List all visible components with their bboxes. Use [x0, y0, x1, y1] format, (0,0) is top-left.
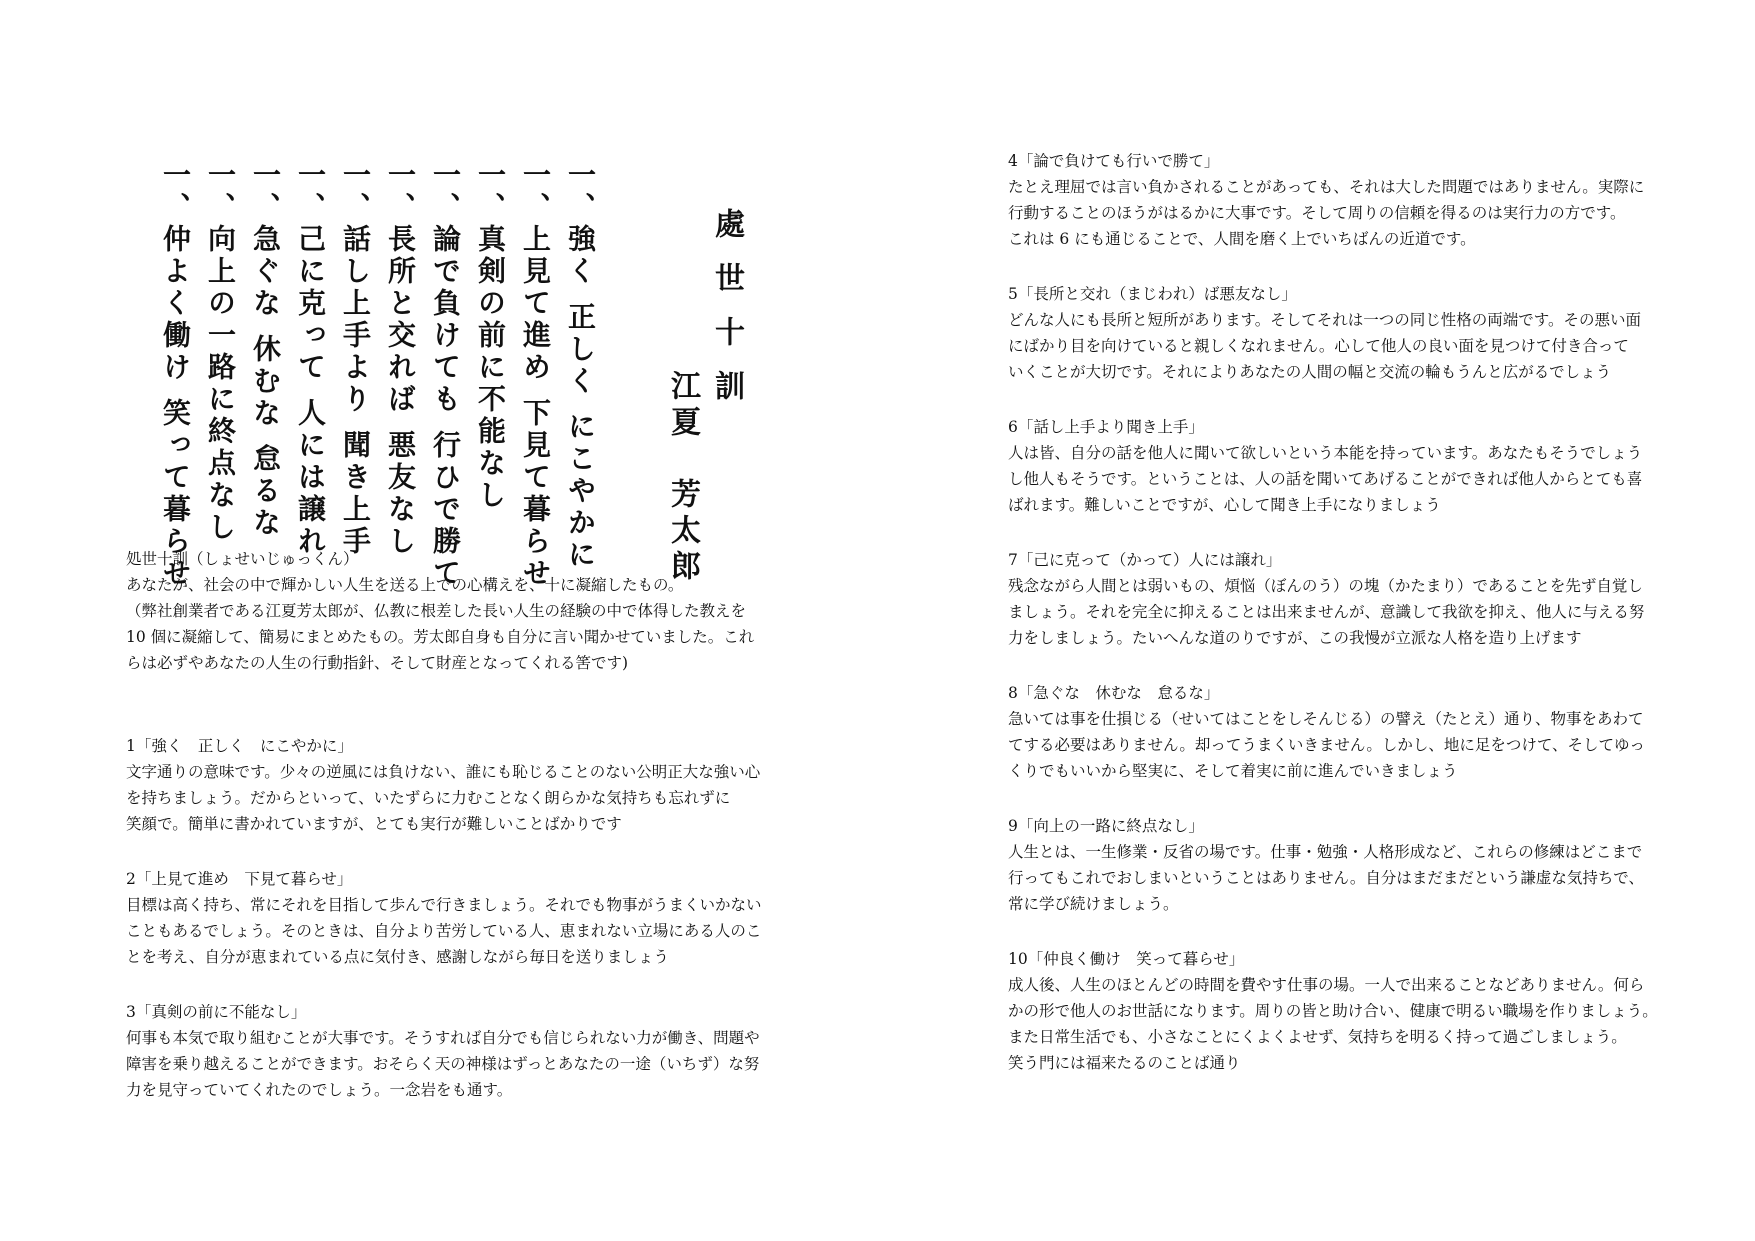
intro-line: （弊社創業者である江夏芳太郎が、仏教に根差した長い人生の経験の中で体得した教えを: [126, 602, 747, 620]
item-line: 何事も本気で取り組むことが大事です。そうすれば自分でも信じられない力が働き、問題や: [126, 1029, 760, 1047]
item-5: [1008, 281, 1648, 385]
item-line: これは 6 にも通じることで、人間を磨く上でいちばんの近道です。: [1008, 230, 1476, 248]
item-heading: 10「仲良く働け 笑って暮らせ」: [1008, 950, 1245, 968]
item-heading: 3「真剣の前に不能なし」: [126, 1003, 307, 1021]
item-4: [1008, 148, 1648, 252]
calligraphy-line-1: 一、強く 正しく にこやかに: [564, 160, 597, 572]
item-line: にばかり目を向けていると親しくなれません。心して他人の良い面を見つけて付き合って: [1008, 337, 1629, 355]
item-1: [126, 733, 766, 837]
calligraphy-line-3: 一、真剣の前に不能なし: [474, 160, 507, 512]
item-line: 人生とは、一生修業・反省の場です。仕事・勉強・人格形成など、これらの修練はどこまで: [1008, 843, 1643, 861]
item-line: 目標は高く持ち、常にそれを目指して歩んで行きましょう。それでも物事がうまくいかない: [126, 896, 762, 914]
item-heading: 8「急ぐな 休むな 怠るな」: [1008, 684, 1220, 702]
item-line: 常に学び続けましょう。: [1008, 895, 1179, 913]
item-7: [1008, 547, 1648, 651]
item-line: とを考え、自分が恵まれている点に気付き、感謝しながら毎日を送りましょう: [126, 948, 669, 966]
item-line: を持ちましょう。だからといって、いたずらに力むことなく朗らかな気持ちも忘れずに: [126, 789, 731, 807]
item-6: [1008, 414, 1648, 518]
intro-line: 10 個に凝縮して、簡易にまとめたもの。芳太郎自身も自分に言い聞かせていました。これ: [126, 628, 755, 646]
calligraphy-line-2: 一、上見て進め 下見て暮らせ: [519, 160, 552, 590]
calligraphy-line-5: 一、長所と交れば 悪友なし: [384, 160, 417, 558]
item-line: こともあるでしょう。そのときは、自分より苦労している人、恵まれない立場にある人のこ: [126, 922, 762, 940]
item-line: 笑顔で。簡単に書かれていますが、とても実行が難しいことばかりです: [126, 815, 622, 833]
item-heading: 9「向上の一路に終点なし」: [1008, 817, 1204, 835]
item-line: 力を見守っていてくれたのでしょう。一念岩をも通す。: [126, 1081, 513, 1099]
item-line: 障害を乗り越えることができます。おそらく天の神様はずっとあなたの一途（いちず）な努: [126, 1055, 760, 1073]
item-heading: 6「話し上手より聞き上手」: [1008, 418, 1204, 436]
item-2: [126, 866, 766, 970]
item-line: 残念ながら人間とは弱いもの、煩悩（ぼんのう）の塊（かたまり）であることを先ず自覚し: [1008, 577, 1643, 595]
item-3: [126, 999, 766, 1103]
item-line: 急いては事を仕損じる（せいてはことをしそんじる）の譬え（たとえ）通り、物事をあわて: [1008, 710, 1644, 728]
item-line: ばれます。難しいことですが、心して聞き上手になりましょう: [1008, 496, 1441, 514]
item-line: 力をしましょう。たいへんな道のりですが、この我慢が立派な人格を造り上げます: [1008, 629, 1582, 647]
item-line: し他人もそうです。ということは、人の話を聞いてあげることができれば他人からとても喜: [1008, 470, 1643, 488]
item-line: 文字通りの意味です。少々の逆風には負けない、誰にも恥じることのない公明正大な強い心: [126, 763, 761, 781]
calligraphy-author: 江夏 芳太郎: [665, 370, 700, 586]
item-10: [1008, 946, 1658, 1076]
intro-section: [126, 546, 766, 676]
item-line: また日常生活でも、小さなことにくよくよせず、気持ちを明るく持って過ごしましょう。: [1008, 1028, 1627, 1046]
calligraphy-line-10: 一、仲よく働け 笑って暮らせ: [159, 160, 192, 590]
item-line: くりでもいいから堅実に、そして着実に前に進んでいきましょう: [1008, 762, 1458, 780]
item-heading: 1「強く 正しく にこやかに」: [126, 737, 353, 755]
calligraphy-line-6: 一、話し上手より 聞き上手: [339, 160, 372, 558]
item-line: いくことが大切です。それによりあなたの人間の幅と交流の輪もうんと広がるでしょう: [1008, 363, 1612, 381]
item-heading: 5「長所と交れ（まじわれ）ば悪友なし」: [1008, 285, 1297, 303]
item-9: [1008, 813, 1648, 917]
item-line: たとえ理屈では言い負かされることがあっても、それは大した問題ではありません。実際に: [1008, 178, 1645, 196]
calligraphy-line-8: 一、急ぐな 休むな 怠るな: [249, 160, 282, 540]
intro-line: あなたが、社会の中で輝かしい人生を送る上での心構えを、十に凝縮したもの。: [126, 576, 684, 594]
item-line: 人は皆、自分の話を他人に聞いて欲しいという本能を持っています。あなたもそうでしょう: [1008, 444, 1643, 462]
item-line: 行動することのほうがはるかに大事です。そして周りの信頼を得るのは実行力の方です。: [1008, 204, 1626, 222]
item-8: [1008, 680, 1648, 784]
calligraphy-line-7: 一、己に克って 人には譲れ: [294, 160, 327, 558]
calligraphy-title: 處世十訓: [709, 208, 744, 424]
calligraphy-line-4: 一、論で負けても 行ひで勝て: [429, 160, 462, 590]
item-heading: 2「上見て進め 下見て暮らせ」: [126, 870, 353, 888]
item-line: てする必要はありません。却ってうまくいきません。しかし、地に足をつけて、そしてゆっ: [1008, 736, 1645, 754]
item-heading: 4「論で負けても行いで勝て」: [1008, 152, 1220, 170]
calligraphy-line-9: 一、向上の一路に終点なし: [204, 160, 237, 544]
item-line: 行ってもこれでおしまいということはありません。自分はまだまだという謙虚な気持ちで、: [1008, 869, 1644, 887]
intro-heading: 処世十訓（しょせいじゅっくん）: [126, 550, 359, 568]
intro-line: らは必ずやあなたの人生の行動指針、そして財産となってくれる筈です): [126, 654, 629, 672]
item-line: どんな人にも長所と短所があります。そしてそれは一つの同じ性格の両端です。その悪い面: [1008, 311, 1642, 329]
item-heading: 7「己に克って（かって）人には譲れ」: [1008, 551, 1282, 569]
item-line: ましょう。それを完全に抑えることは出来ませんが、意識して我欲を抑え、他人に与える努: [1008, 603, 1645, 621]
item-line: 成人後、人生のほとんどの時間を費やす仕事の場。一人で出来ることなどありません。何ら: [1008, 976, 1645, 994]
item-line: かの形で他人のお世話になります。周りの皆と助け合い、健康で明るい職場を作りましょう。: [1008, 1002, 1658, 1020]
item-line: 笑う門には福来たるのことば通り: [1008, 1054, 1241, 1072]
